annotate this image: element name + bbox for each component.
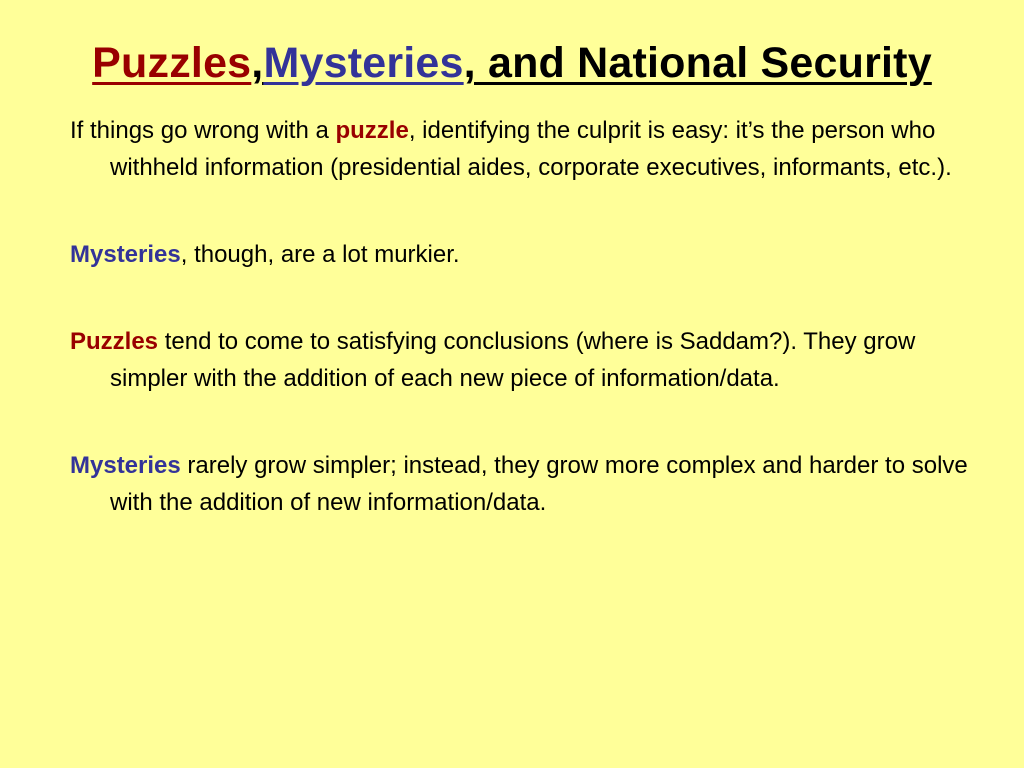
paragraph-mysteries-complex <box>70 447 970 521</box>
paragraph-mysteries-murkier <box>70 236 970 273</box>
title-mysteries: Mysteries <box>263 39 464 87</box>
title-comma: , <box>251 39 264 87</box>
paragraph-puzzles-conclusions <box>70 323 970 397</box>
title-puzzles: Puzzles <box>92 39 252 87</box>
paragraph-text: rarely grow simpler; instead, they grow more complex and harder to solve with the addition of new information/data. <box>110 452 968 516</box>
slide-title <box>0 36 1024 90</box>
keyword-mysteries: Mysteries <box>70 452 181 479</box>
paragraph-text: , identifying the culprit is easy: it’s the person who withheld information (presidential aides, corporate executives, informants, etc.). <box>110 117 952 181</box>
paragraph-text: , though, are a lot murkier. <box>180 241 460 268</box>
paragraph-text: tend to come to satisfying conclusions (where is Saddam?). They grow simpler with the addition of each new piece of information/data. <box>110 328 916 392</box>
title-national-security: , and National Security <box>463 39 932 87</box>
keyword-puzzle: puzzle <box>335 117 409 144</box>
slide-body <box>70 112 970 521</box>
keyword-puzzles: Puzzles <box>70 328 159 355</box>
paragraph-text: If things go wrong with a <box>70 117 336 144</box>
keyword-mysteries: Mysteries <box>70 241 181 268</box>
paragraph-puzzle-culprit <box>70 112 970 186</box>
